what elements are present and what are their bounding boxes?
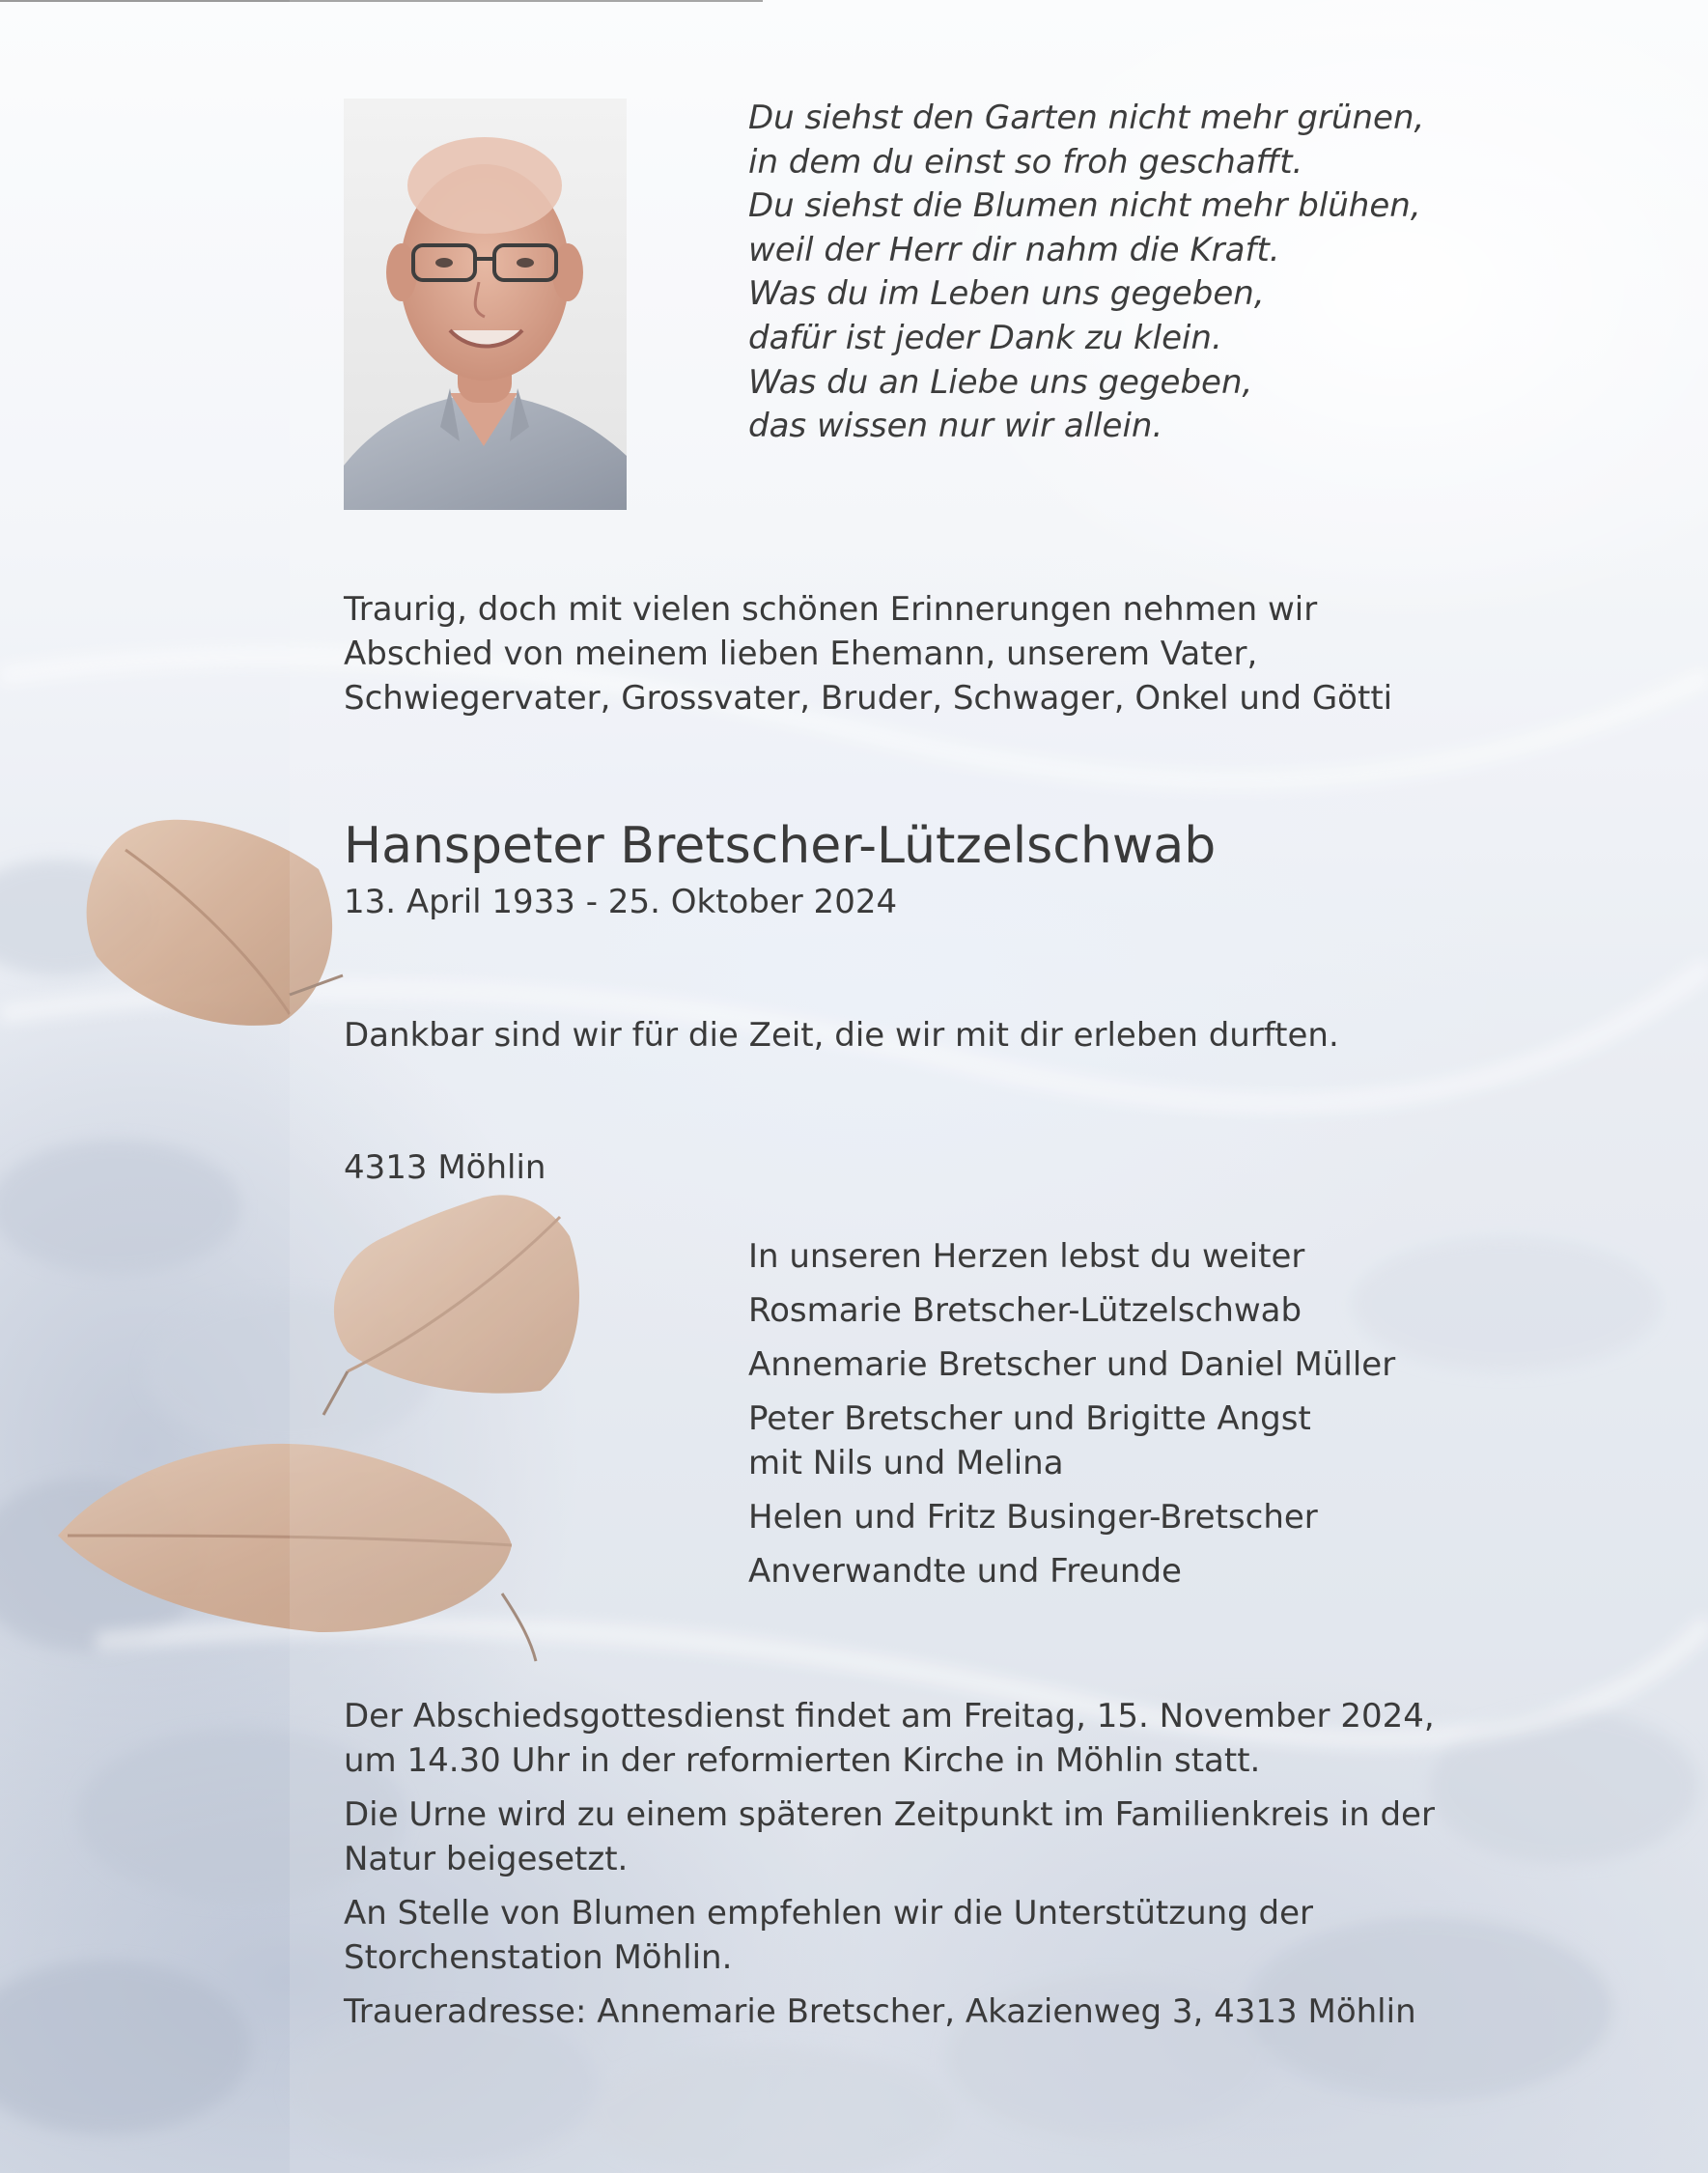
intro-line: Traurig, doch mit vielen schönen Erinnerungen nehmen wir — [344, 590, 1318, 629]
notice-paragraph — [344, 1694, 1435, 1783]
portrait-photo — [344, 99, 627, 510]
mourners-heading: In unseren Herzen lebst du weiter — [748, 1237, 1305, 1276]
place: 4313 Möhlin — [344, 1148, 546, 1187]
mourner-entry — [748, 1288, 1395, 1333]
poem-line: Du siehst die Blumen nicht mehr blühen, — [748, 186, 1421, 226]
notice-line: Traueradresse: Annemarie Bretscher, Akazienweg 3, 4313 Möhlin — [344, 1992, 1416, 2031]
notice-paragraph — [344, 1792, 1435, 1881]
mourner-line: Annemarie Bretscher und Daniel Müller — [748, 1345, 1396, 1384]
mourner-line: Helen und Fritz Businger-Bretscher — [748, 1498, 1318, 1537]
notice-line: An Stelle von Blumen empfehlen wir die Unterstützung der — [344, 1894, 1314, 1933]
poem-line: in dem du einst so froh geschafft. — [748, 142, 1303, 182]
notice-line: Die Urne wird zu einem späteren Zeitpunkt im Familienkreis in der — [344, 1795, 1435, 1834]
poem-line: Was du im Leben uns gegeben, — [748, 274, 1265, 314]
notice-line: Storchenstation Möhlin. — [344, 1938, 733, 1977]
mourner-line: Rosmarie Bretscher-Lützelschwab — [748, 1291, 1302, 1330]
mourner-line: Peter Bretscher und Brigitte Angst — [748, 1399, 1311, 1438]
mourner-line: mit Nils und Melina — [748, 1444, 1064, 1482]
deceased-name: Hanspeter Bretscher-Lützelschwab — [344, 817, 1217, 875]
mourners-list — [748, 1234, 1395, 1603]
intro-line: Abschied von meinem lieben Ehemann, unserem Vater, — [344, 635, 1258, 673]
mourner-entry — [748, 1397, 1395, 1485]
service-notice — [344, 1694, 1435, 2044]
poem-line: Was du an Liebe uns gegeben, — [748, 362, 1253, 402]
notice-paragraph — [344, 1891, 1435, 1980]
intro-line: Schwiegervater, Grossvater, Bruder, Schwager, Onkel und Götti — [344, 679, 1393, 718]
poem-line: Du siehst den Garten nicht mehr grünen, — [748, 99, 1425, 137]
notice-paragraph — [344, 1990, 1435, 2034]
gratitude-line: Dankbar sind wir für die Zeit, die wir mit dir erleben durften. — [344, 1016, 1339, 1055]
notice-line: um 14.30 Uhr in der reformierten Kirche in Möhlin statt. — [344, 1741, 1261, 1780]
notice-line: Natur beigesetzt. — [344, 1840, 629, 1878]
mourner-entry — [748, 1342, 1395, 1387]
notice-line: Der Abschiedsgottesdienst findet am Freitag, 15. November 2024, — [344, 1697, 1435, 1736]
poem-line: dafür ist jeder Dank zu klein. — [748, 318, 1222, 357]
mourner-line: Anverwandte und Freunde — [748, 1552, 1182, 1591]
life-dates: 13. April 1933 - 25. Oktober 2024 — [344, 883, 898, 921]
mourner-entry — [748, 1495, 1395, 1539]
mourner-entry — [748, 1549, 1395, 1594]
poem-line: das wissen nur wir allein. — [748, 407, 1163, 446]
intro-text — [344, 587, 1392, 720]
poem-line: weil der Herr dir nahm die Kraft. — [748, 230, 1280, 269]
poem — [748, 97, 1424, 449]
